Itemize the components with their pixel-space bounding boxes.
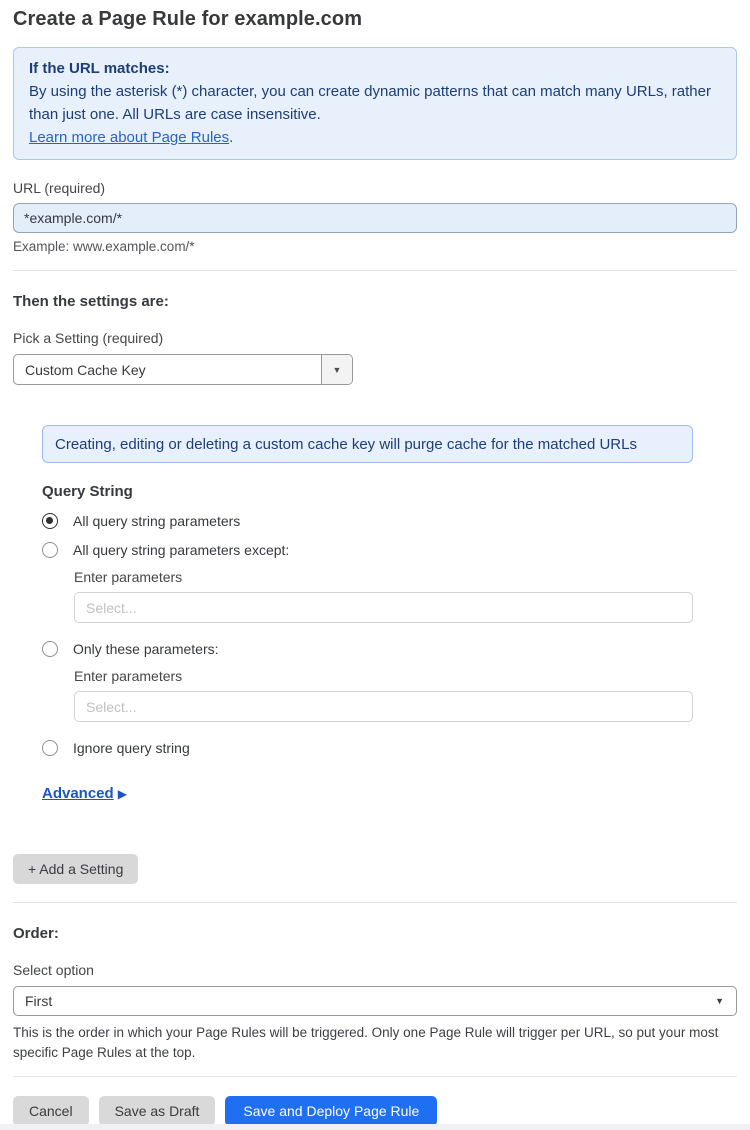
chevron-down-icon[interactable]: ▼ <box>321 355 352 384</box>
order-heading: Order: <box>13 925 59 942</box>
url-field-label: URL (required) <box>13 180 106 196</box>
divider <box>13 1076 737 1077</box>
info-box-link-line <box>29 126 721 149</box>
radio-all-query-params[interactable]: All query string parameters <box>42 513 737 529</box>
caret-down-icon: ▼ <box>715 996 724 1006</box>
radio-all-params-except[interactable]: All query string parameters except: <box>42 542 737 558</box>
learn-more-link[interactable]: Learn more about Page Rules <box>29 129 230 146</box>
info-box-heading: If the URL matches: <box>29 60 170 77</box>
divider <box>13 902 737 903</box>
settings-heading: Then the settings are: <box>13 293 169 310</box>
setting-picker-dropdown[interactable] <box>13 354 353 385</box>
radio-ignore-query-string[interactable]: Ignore query string <box>42 740 737 756</box>
order-select-dropdown[interactable] <box>13 986 737 1016</box>
enter-parameters-label: Enter parameters <box>74 668 183 684</box>
enter-parameters-label: Enter parameters <box>74 569 183 585</box>
order-select-value: First <box>25 993 53 1009</box>
radio-only-these-params[interactable]: Only these parameters: <box>42 641 737 657</box>
except-parameters-input[interactable] <box>74 592 693 623</box>
divider <box>13 270 737 271</box>
caret-right-icon: ▶ <box>117 787 127 801</box>
info-box-body: By using the asterisk (*) character, you can create dynamic patterns that can match many URLs, rather than just one. All URLs are case insensitive. <box>29 83 711 123</box>
link-suffix: . <box>229 129 234 146</box>
add-setting-button[interactable]: + Add a Setting <box>13 854 138 884</box>
page-title: Create a Page Rule for example.com <box>13 8 363 30</box>
bottom-page-strip <box>0 1124 750 1130</box>
only-parameters-input[interactable] <box>74 691 693 722</box>
advanced-toggle-link[interactable]: Advanced ▶ <box>42 785 127 802</box>
custom-cache-key-body <box>42 425 737 803</box>
radio-unselected-icon[interactable] <box>42 542 58 558</box>
except-params-subfield <box>74 569 737 623</box>
order-select-label: Select option <box>13 962 94 978</box>
url-match-info-box <box>13 47 737 160</box>
purge-cache-notice: Creating, editing or deleting a custom cache key will purge cache for the matched URLs <box>42 425 693 463</box>
radio-unselected-icon[interactable] <box>42 740 58 756</box>
only-params-subfield <box>74 668 737 722</box>
query-string-heading: Query String <box>42 483 133 500</box>
radio-selected-icon[interactable] <box>42 513 58 529</box>
setting-picker-value: Custom Cache Key <box>25 361 146 378</box>
footer-actions <box>13 1096 737 1126</box>
save-draft-button[interactable]: Save as Draft <box>99 1096 216 1126</box>
url-input[interactable] <box>13 203 737 233</box>
pick-setting-label: Pick a Setting (required) <box>13 330 164 346</box>
save-deploy-button[interactable]: Save and Deploy Page Rule <box>225 1096 437 1126</box>
radio-unselected-icon[interactable] <box>42 641 58 657</box>
url-field-hint: Example: www.example.com/* <box>13 239 195 254</box>
order-description: This is the order in which your Page Rules will be triggered. Only one Page Rule will trigger per URL, so put your most specific Page Rules at the top. <box>13 1025 719 1060</box>
cancel-button[interactable]: Cancel <box>13 1096 89 1126</box>
